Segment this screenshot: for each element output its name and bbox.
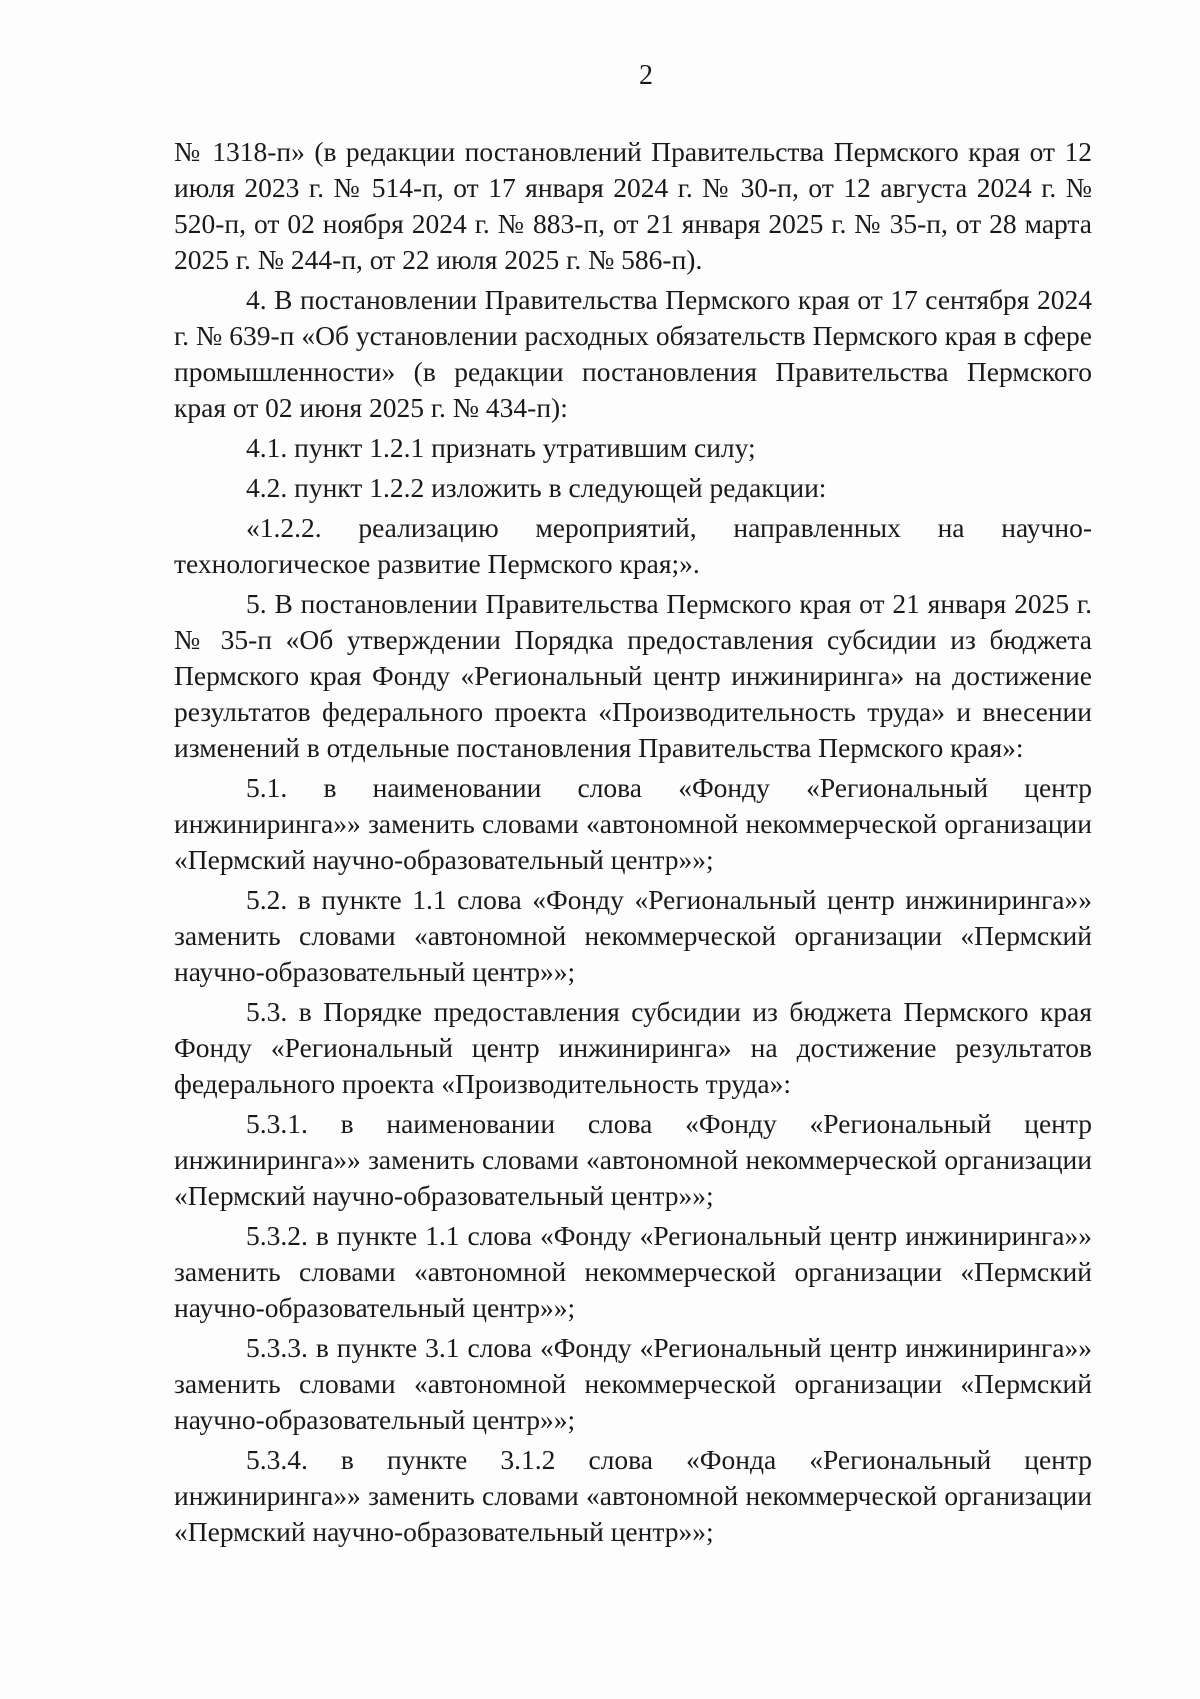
paragraph-item-5-3-4: 5.3.4. в пункте 3.1.2 слова «Фонда «Региональный центр инжиниринга»» заменить словами «автономной некоммерческой организации «Пермский научно-образовательный центр»»; — [174, 1444, 1092, 1547]
paragraph-item-5-3-1: 5.3.1. в наименовании слова «Фонду «Региональный центр инжиниринга»» заменить словами «автономной некоммерческой организации «Пермский научно-образовательный центр»»; — [174, 1108, 1092, 1211]
paragraph-item-5: 5. В постановлении Правительства Пермского края от 21 января 2025 г. № 35-п «Об утверждении Порядка предоставления субсидии из бюджета Пермского края Фонду «Региональный центр инжиниринга» на достижение результатов федерального проекта «Производительность труда» и внесении изменений в отдельные постановления Правительства Пермского края»: — [174, 588, 1092, 763]
paragraph-continuation: № 1318-п» (в редакции постановлений Правительства Пермского края от 12 июля 2023 г. № 514-п, от 17 января 2024 г. № 30-п, от 12 августа 2024 г. № 520-п, от 02 ноября 2024 г. № 883-п, от 21 января 2025 г. № 35-п, от 28 марта 2025 г. № 244-п, от 22 июля 2025 г. № 586-п). — [174, 136, 1092, 275]
paragraph-item-5-3-2: 5.3.2. в пункте 1.1 слова «Фонду «Региональный центр инжиниринга»» заменить словами «автономной некоммерческой организации «Пермский научно-образовательный центр»»; — [174, 1220, 1092, 1323]
paragraph-item-5-3-3: 5.3.3. в пункте 3.1 слова «Фонду «Региональный центр инжиниринга»» заменить словами «автономной некоммерческой организации «Пермский научно-образовательный центр»»; — [174, 1332, 1092, 1435]
paragraph-item-4-2: 4.2. пункт 1.2.2 изложить в следующей редакции: — [246, 472, 827, 503]
paragraph-item-5-3: 5.3. в Порядке предоставления субсидии из бюджета Пермского края Фонду «Региональный центр инжиниринга» на достижение результатов федерального проекта «Производительность труда»: — [174, 996, 1092, 1099]
paragraph-item-5-1: 5.1. в наименовании слова «Фонду «Региональный центр инжиниринга»» заменить словами «автономной некоммерческой организации «Пермский научно-образовательный центр»»; — [174, 772, 1092, 875]
page-number: 2 — [639, 60, 653, 91]
paragraph-item-5-2: 5.2. в пункте 1.1 слова «Фонду «Региональный центр инжиниринга»» заменить словами «автономной некоммерческой организации «Пермский научно-образовательный центр»»; — [174, 884, 1092, 987]
paragraph-item-4-1: 4.1. пункт 1.2.1 признать утратившим силу; — [246, 432, 756, 463]
paragraph-item-4: 4. В постановлении Правительства Пермского края от 17 сентября 2024 г. № 639-п «Об установлении расходных обязательств Пермского края в сфере промышленности» (в редакции постановления Правительства Пермского края от 02 июня 2025 г. № 434-п): — [174, 284, 1092, 423]
paragraph-item-1-2-2-quote: «1.2.2. реализацию мероприятий, направленных на научно-технологическое развитие Пермского края;». — [174, 512, 1092, 579]
